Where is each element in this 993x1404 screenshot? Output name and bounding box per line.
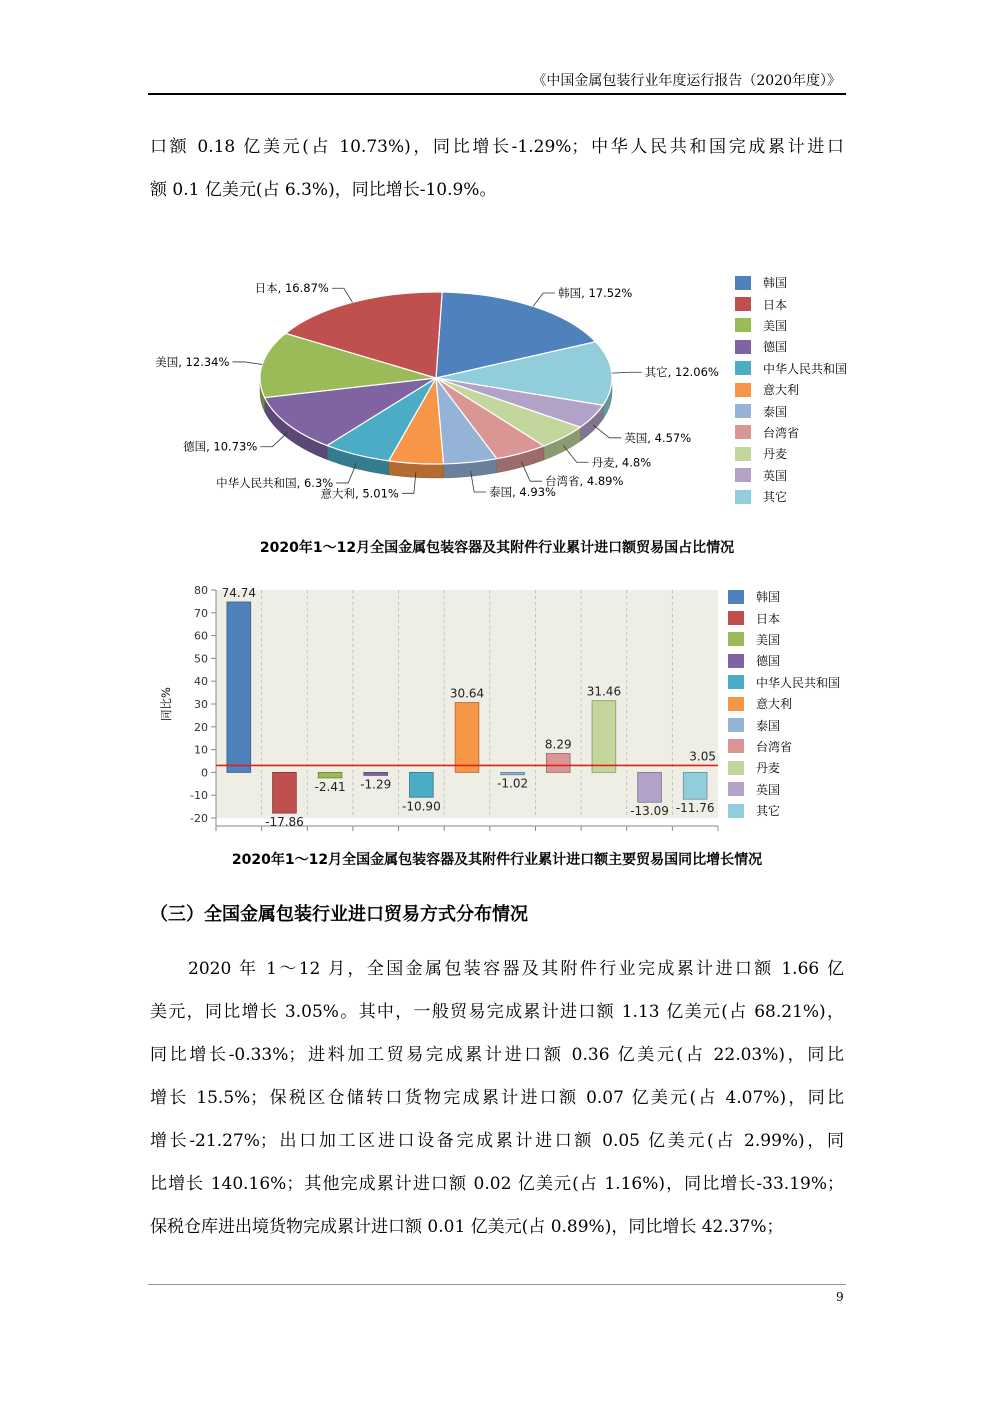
pie-caption: 2020年1～12月全国金属包装容器及其附件行业累计进口额贸易国占比情况 xyxy=(259,540,735,556)
legend-label: 中华人民共和国 xyxy=(763,361,848,376)
pie-chart xyxy=(148,260,728,522)
legend-swatch xyxy=(735,340,751,354)
y-axis-label: 同比% xyxy=(159,687,173,721)
bar-value-label: -1.29 xyxy=(360,777,392,792)
bar-value-label: -10.90 xyxy=(402,799,441,814)
legend-label: 台湾省 xyxy=(763,425,800,440)
bar xyxy=(455,703,479,773)
pie-leader-line xyxy=(593,425,621,438)
body-line: 同比增长-0.33%；进料加工贸易完成累计进口额 0.36 亿美元(占 22.03%)，同比 xyxy=(150,1045,844,1065)
legend-item xyxy=(728,714,840,735)
bar xyxy=(318,772,342,777)
pie-data-label: 意大利, 5.01% xyxy=(320,486,399,501)
legend-label: 德国 xyxy=(756,654,781,669)
running-header: 《中国金属包装行业年度运行报告（2020年度）》 xyxy=(532,73,841,89)
legend-label: 台湾省 xyxy=(756,739,793,754)
legend-item xyxy=(735,358,847,379)
pie-leader-line xyxy=(332,288,353,302)
pie-data-label: 美国, 12.34% xyxy=(155,354,230,369)
bar-value-label: -11.76 xyxy=(675,801,715,816)
legend-label: 意大利 xyxy=(763,383,800,398)
legend-label: 日本 xyxy=(763,297,788,312)
legend-swatch xyxy=(728,590,744,604)
legend-swatch xyxy=(735,297,751,311)
legend-item xyxy=(728,629,840,650)
bar xyxy=(592,701,616,773)
legend-item xyxy=(735,272,847,293)
header-rule xyxy=(148,93,846,95)
legend-item xyxy=(735,336,847,357)
bar xyxy=(273,772,297,813)
legend-swatch xyxy=(735,490,751,504)
legend-swatch xyxy=(735,276,751,290)
y-tick-label: 50 xyxy=(194,652,208,666)
y-tick-label: 0 xyxy=(201,766,208,780)
bar xyxy=(683,772,707,799)
y-tick-label: -10 xyxy=(190,789,208,803)
legend-item xyxy=(728,693,840,714)
bar-value-label: 31.46 xyxy=(586,684,622,699)
bar-value-label: -2.41 xyxy=(314,779,346,794)
body-line: 美元，同比增长 3.05%。其中，一般贸易完成累计进口额 1.13 亿美元(占 68.21%)， xyxy=(150,1002,844,1022)
body-line: 保税仓库进出境货物完成累计进口额 0.01 亿美元(占 0.89%)，同比增长 42.37%； xyxy=(150,1217,784,1237)
legend-label: 英国 xyxy=(756,782,781,797)
legend-item xyxy=(735,400,847,421)
bar xyxy=(501,772,525,774)
pie-data-label: 韩国, 17.52% xyxy=(558,285,633,300)
intro-line-2: 额 0.1 亿美元(占 6.3%)，同比增长-10.9%。 xyxy=(150,180,497,200)
bar-value-label: -13.09 xyxy=(630,804,669,819)
bar-value-label: -17.86 xyxy=(265,815,304,830)
legend-swatch xyxy=(728,675,744,689)
legend-label: 其它 xyxy=(756,804,781,819)
legend-swatch xyxy=(728,697,744,711)
bar xyxy=(638,772,662,802)
y-tick-label: 70 xyxy=(194,606,208,620)
bar-value-label: 30.64 xyxy=(449,686,485,701)
legend-swatch xyxy=(735,425,751,439)
y-tick-label: -20 xyxy=(190,812,208,825)
legend-item xyxy=(735,293,847,314)
pie-data-label: 中华人民共和国, 6.3% xyxy=(216,475,334,490)
legend-label: 美国 xyxy=(763,318,788,333)
legend-item xyxy=(728,736,840,757)
pie-data-label: 其它, 12.06% xyxy=(644,365,719,380)
bar xyxy=(409,772,433,797)
pie-leader-line xyxy=(533,293,555,306)
legend-label: 丹麦 xyxy=(756,761,781,776)
legend-item xyxy=(735,379,847,400)
legend-item xyxy=(728,757,840,778)
pie-data-label: 英国, 4.57% xyxy=(624,430,692,445)
legend-item xyxy=(728,607,840,628)
section-heading: （三）全国金属包装行业进口贸易方式分布情况 xyxy=(150,904,528,925)
pie-leader-line xyxy=(612,372,642,373)
legend-swatch xyxy=(728,804,744,818)
pie-data-label: 泰国, 4.93% xyxy=(489,485,556,500)
y-tick-label: 30 xyxy=(194,698,208,711)
legend-swatch xyxy=(735,447,751,461)
legend-swatch xyxy=(728,782,744,796)
intro-paragraph xyxy=(150,126,844,212)
pie-data-label: 德国, 10.73% xyxy=(183,439,258,454)
y-tick-label: 40 xyxy=(194,675,208,689)
bar-caption: 2020年1～12月全国金属包装容器及其附件行业累计进口额主要贸易国同比增长情况 xyxy=(231,852,763,868)
intro-line-1: 口额 0.18 亿美元(占 10.73%)，同比增长-1.29%；中华人民共和国完成累计进口 xyxy=(150,137,844,157)
y-tick-label: 20 xyxy=(194,720,208,734)
legend-label: 韩国 xyxy=(763,276,788,291)
legend-label: 意大利 xyxy=(756,697,793,712)
footer-rule xyxy=(148,1284,846,1285)
legend-swatch xyxy=(735,383,751,397)
legend-swatch xyxy=(735,468,751,482)
legend-item xyxy=(735,422,847,443)
legend-swatch xyxy=(728,654,744,668)
legend-swatch xyxy=(728,718,744,732)
pie-leader-line xyxy=(232,362,262,365)
legend-label: 日本 xyxy=(756,611,781,626)
body-line: 比增长 140.16%；其他完成累计进口额 0.02 亿美元(占 1.16%)，同比增长-33.19%； xyxy=(150,1174,844,1194)
legend-label: 中华人民共和国 xyxy=(756,675,841,690)
legend-swatch xyxy=(735,361,751,375)
page-number: 9 xyxy=(836,1290,844,1304)
bar xyxy=(364,772,388,775)
pie-data-label: 日本, 16.87% xyxy=(254,281,329,296)
bar-value-label: 8.29 xyxy=(544,737,572,752)
body-line: 增长 15.5%；保税区仓储转口货物完成累计进口额 0.07 亿美元(占 4.07%)，同比 xyxy=(150,1088,844,1108)
legend-swatch xyxy=(728,611,744,625)
legend-label: 其它 xyxy=(763,490,788,505)
reference-line-label: 3.05 xyxy=(689,749,716,764)
bar xyxy=(227,602,251,772)
legend-swatch xyxy=(728,739,744,753)
y-tick-label: 10 xyxy=(194,743,208,757)
legend-item xyxy=(735,315,847,336)
legend-label: 德国 xyxy=(763,340,788,355)
pie-data-label: 丹麦, 4.8% xyxy=(591,455,652,470)
bar-value-label: -1.02 xyxy=(497,776,529,791)
bar xyxy=(546,753,570,772)
pie-legend xyxy=(735,272,847,507)
bar-value-label: 74.74 xyxy=(221,585,256,600)
pie-data-label: 台湾省, 4.89% xyxy=(545,474,624,489)
legend-label: 丹麦 xyxy=(763,447,788,462)
legend-item xyxy=(728,586,840,607)
legend-item xyxy=(728,650,840,671)
legend-item xyxy=(728,672,840,693)
legend-label: 泰国 xyxy=(763,404,788,419)
legend-swatch xyxy=(728,632,744,646)
legend-item xyxy=(728,779,840,800)
legend-item xyxy=(735,443,847,464)
body-line: 2020 年 1～12 月，全国金属包装容器及其附件行业完成累计进口额 1.66 亿 xyxy=(188,959,844,979)
legend-swatch xyxy=(735,318,751,332)
legend-item xyxy=(728,800,840,821)
legend-label: 韩国 xyxy=(756,590,781,605)
legend-item xyxy=(735,465,847,486)
legend-item xyxy=(735,486,847,507)
y-tick-label: 60 xyxy=(194,629,208,643)
bar-chart xyxy=(148,578,728,838)
body-paragraph xyxy=(150,948,844,1249)
legend-swatch xyxy=(735,404,751,418)
bar-legend xyxy=(728,586,840,821)
y-tick-label: 80 xyxy=(194,584,208,597)
legend-swatch xyxy=(728,761,744,775)
body-line: 增长-21.27%；出口加工区进口设备完成累计进口额 0.05 亿美元(占 2.99%)，同 xyxy=(150,1131,844,1151)
legend-label: 泰国 xyxy=(756,718,781,733)
legend-label: 美国 xyxy=(756,632,781,647)
legend-label: 英国 xyxy=(763,468,788,483)
